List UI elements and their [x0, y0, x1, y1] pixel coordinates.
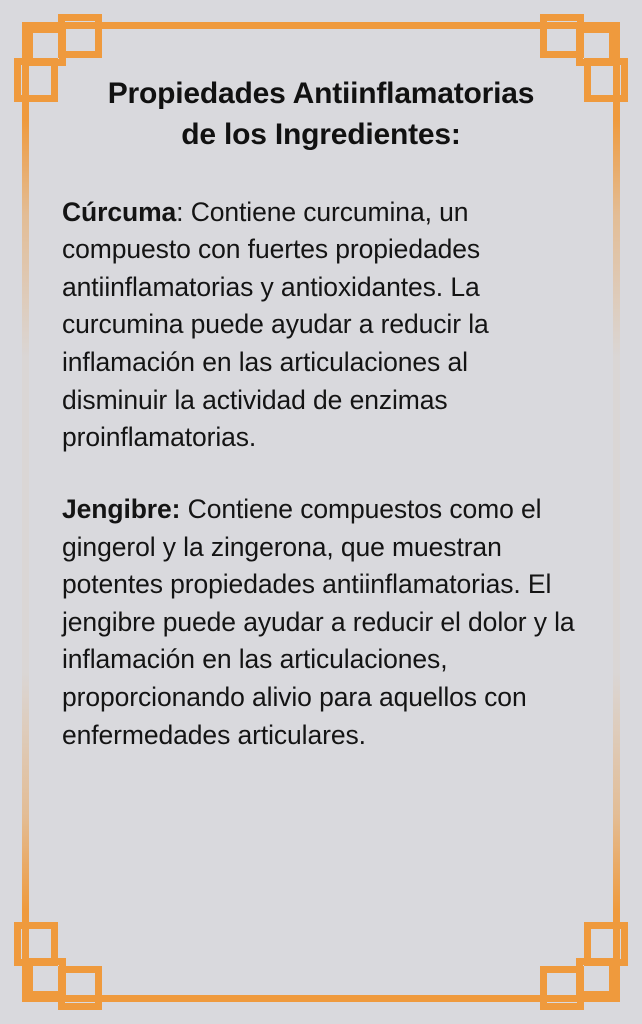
- ingredient-separator-jengibre: [180, 494, 187, 524]
- page-title: [62, 74, 580, 156]
- corner-ornament-bottom-right-2: [540, 966, 584, 1010]
- frame-fade-left: [20, 120, 31, 910]
- corner-ornament-top-right-3: [584, 58, 628, 102]
- ingredient-separator-curcuma: :: [176, 196, 191, 227]
- page-title-line-2: de los Ingredientes:: [181, 117, 461, 151]
- ingredient-body-jengibre: Contiene compuestos como el gingerol y la zingerona, que muestran potentes propiedades antiinflamatorias. El jengibre puede ayudar a reducir el dolor y la inflamación en las articulaciones, proporcionando alivio para aquellos con enfermedades articulares.: [62, 493, 575, 750]
- corner-ornament-top-right-2: [540, 14, 584, 58]
- frame-fade-right: [611, 120, 622, 910]
- ingredient-term-jengibre: Jengibre:: [62, 493, 181, 524]
- card-content: [62, 74, 580, 754]
- corner-ornament-bottom-right-3: [584, 922, 628, 966]
- ingredient-body-curcuma: Contiene curcumina, un compuesto con fuertes propiedades antiinflamatorias y antioxidantes. La curcumina puede ayudar a reducir la inflamación en las articulaciones al disminuir la actividad de enzimas proinflamatorias.: [62, 196, 489, 453]
- frame-border-top: [22, 22, 620, 29]
- corner-ornament-bottom-left-3: [14, 922, 58, 966]
- ingredient-paragraph-jengibre: [62, 491, 580, 754]
- page-title-line-1: Propiedades Antiinflamatorias: [107, 77, 535, 110]
- corner-ornament-top-left-2: [58, 14, 102, 58]
- ingredient-paragraph-curcuma: [62, 194, 580, 457]
- frame-border-bottom: [22, 995, 620, 1002]
- corner-ornament-bottom-left-2: [58, 966, 102, 1010]
- ingredient-term-curcuma: Cúrcuma: [62, 196, 177, 227]
- corner-ornament-top-left-3: [14, 58, 58, 102]
